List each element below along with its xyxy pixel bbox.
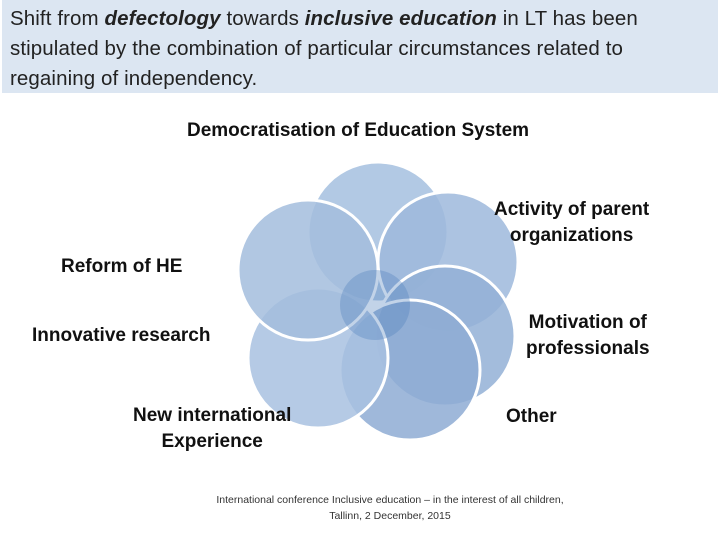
label-reform-he: Reform of HE	[61, 256, 183, 277]
footer-line1: International conference Inclusive education – in the interest of all children,	[216, 494, 564, 506]
header-emphasis-defectology: defectology	[104, 7, 221, 30]
header-emphasis-inclusive: inclusive education	[304, 7, 497, 30]
footer-line2: Tallinn, 2 December, 2015	[329, 510, 451, 522]
label-international-line1: New international	[133, 405, 292, 426]
label-innovative-research: Innovative research	[32, 325, 211, 346]
header-text-part3: in LT has been stipulated by the combination of particular circumstances related to regaining of independency.	[10, 7, 638, 90]
label-parent-line2: organizations	[509, 225, 634, 246]
label-new-international	[133, 403, 291, 455]
footer	[190, 492, 590, 524]
label-international-line2: Experience	[161, 431, 263, 452]
header-text-part1: Shift from	[10, 7, 105, 30]
label-parent-organizations	[494, 197, 649, 249]
label-other: Other	[506, 406, 557, 427]
label-motivation-line1: Motivation of	[528, 312, 647, 333]
label-democratisation: Democratisation of Education System	[187, 120, 530, 141]
label-motivation-line2: professionals	[526, 338, 650, 359]
circle-center	[340, 270, 410, 340]
label-motivation-professionals	[526, 310, 650, 362]
label-parent-line1: Activity of parent	[494, 199, 650, 220]
header-text-part2: towards	[220, 7, 305, 30]
